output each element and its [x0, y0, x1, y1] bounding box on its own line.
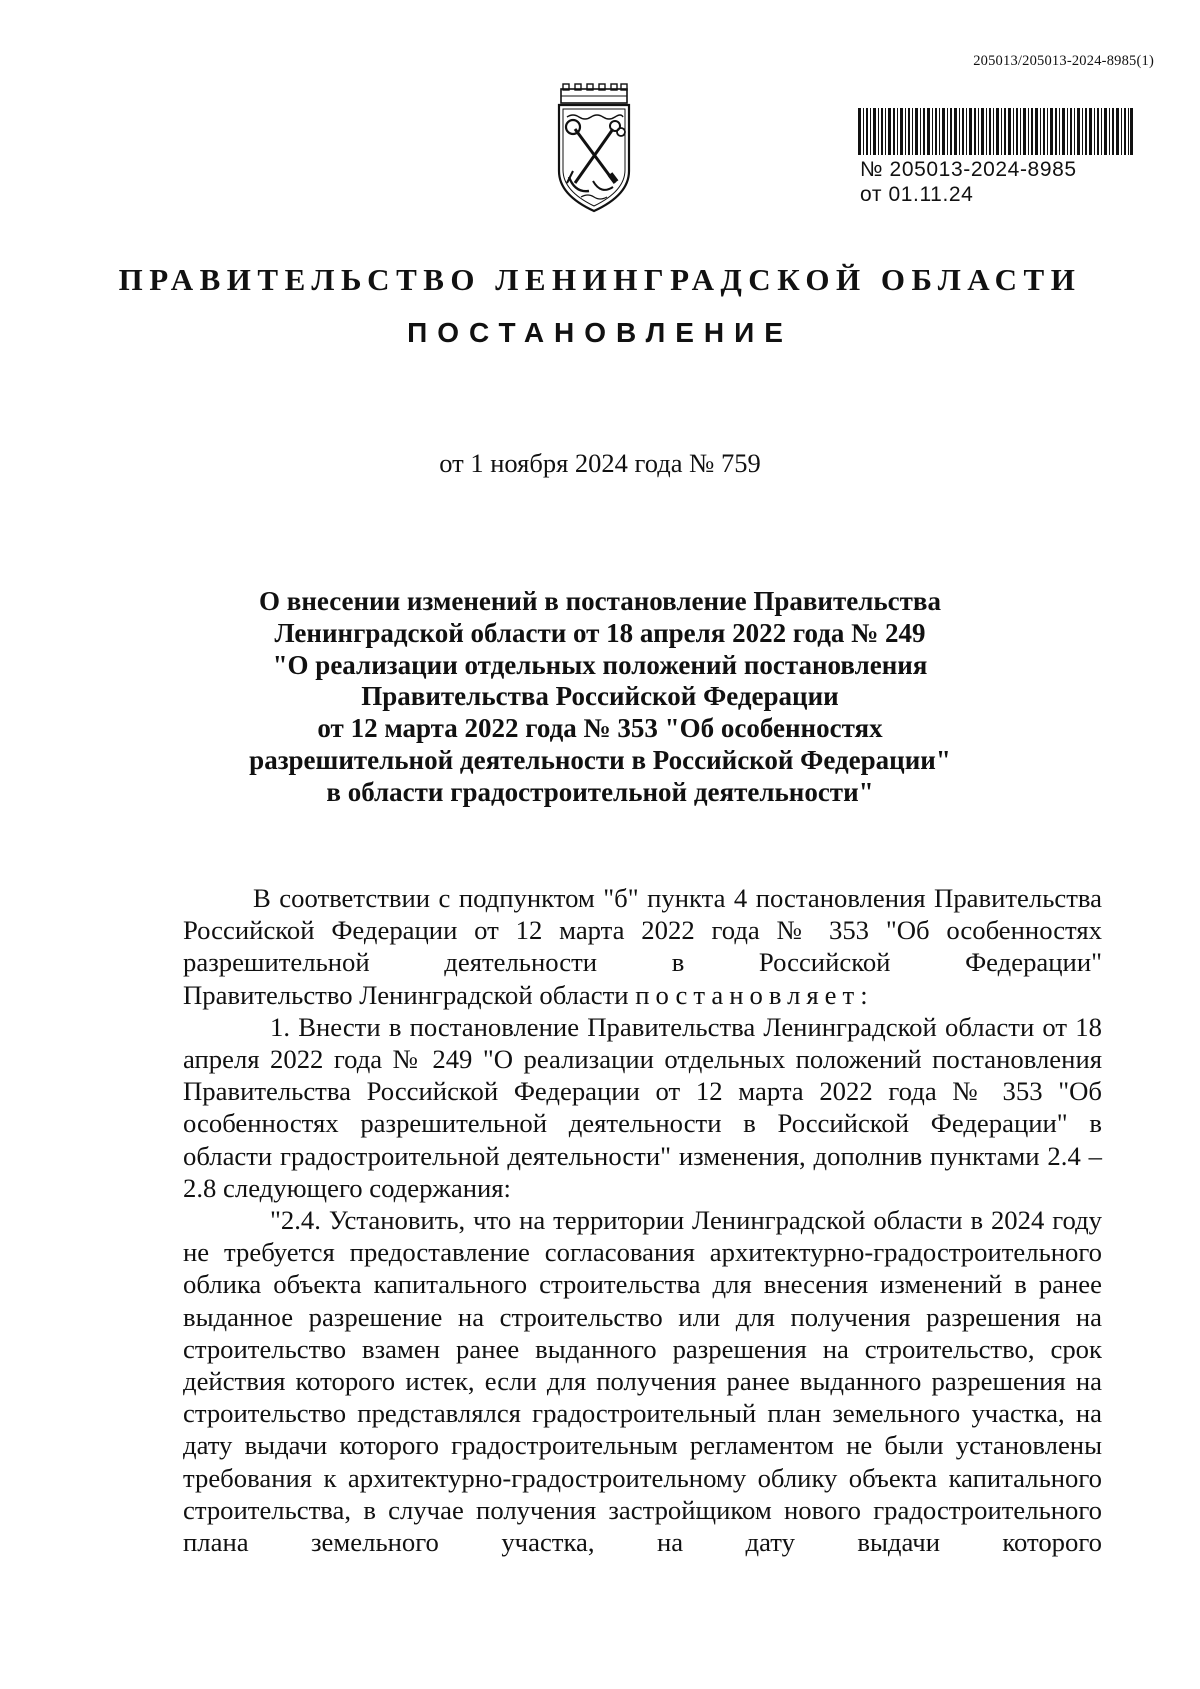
subject-line: разрешительной деятельности в Российской Федерации"	[249, 744, 951, 775]
subject-line: от 12 марта 2022 года № 353 "Об особенностях	[317, 713, 883, 744]
preamble-verb: постановляет:	[635, 979, 874, 1010]
preamble-subject: Правительство Ленинградской области	[183, 979, 629, 1010]
organization-title: ПРАВИТЕЛЬСТВО ЛЕНИНГРАДСКОЙ ОБЛАСТИ	[118, 262, 1082, 297]
preamble-paragraph: В соответствии с подпунктом "б" пункта 4 постановления Правительства Российской Федерации от 12 марта 2022 года № 353 "Об особенностях разрешительной деятельности в Российской Федерации"	[183, 883, 1102, 978]
barcode-icon	[858, 108, 1133, 155]
subject-line: О внесении изменений в постановление Правительства	[259, 586, 941, 616]
document-reference: 205013/205013-2024-8985(1)	[973, 53, 1154, 69]
document-date-number: от 1 ноября 2024 года № 759	[439, 448, 761, 478]
subject-line: Ленинградской области от 18 апреля 2022 года № 249	[274, 617, 926, 648]
preamble-ending	[183, 979, 1102, 1011]
paragraph-2-4: "2.4. Установить, что на территории Ленинградской области в 2024 году не требуется предоставление согласования архитектурно-градостроительного облика объекта капитального строительства для внесения изменений в ранее выданное разрешение на строительство или для получения разрешения на строительство взамен ранее выданного разрешения на строительство, срок действия которого истек, если для получения ранее выданного разрешения на строительство представлялся градостроительный план земельного участка, на дату выдачи которого градостроительным регламентом не были установлены требования к архитектурно-градостроительному облику объекта капитального строительства, в случае получения застройщиком нового градостроительного плана земельного участка, на дату выдачи которого	[183, 1205, 1102, 1558]
coat-of-arms-icon	[555, 83, 633, 215]
registration-number: № 205013-2024-8985	[860, 158, 1077, 181]
paragraph-1: 1. Внести в постановление Правительства Ленинградской области от 18 апреля 2022 года № 249 "О реализации отдельных положений постановления Правительства Российской Федерации от 12 марта 2022 года № 353 "Об особенностях разрешительной деятельности в Российской Федерации" в области градостроительной деятельности" изменения, дополнив пунктами 2.4 – 2.8 следующего содержания:	[183, 1011, 1102, 1203]
subject-line: Правительства Российской Федерации	[361, 681, 839, 712]
document-type: ПОСТАНОВЛЕНИЕ	[407, 317, 793, 348]
document-body	[183, 882, 1102, 1558]
document-subject	[0, 586, 1200, 809]
subject-line: "О реализации отдельных положений постановления	[272, 649, 928, 680]
registration-date: от 01.11.24	[860, 183, 974, 206]
subject-line: в области градостроительной деятельности"	[326, 776, 874, 807]
